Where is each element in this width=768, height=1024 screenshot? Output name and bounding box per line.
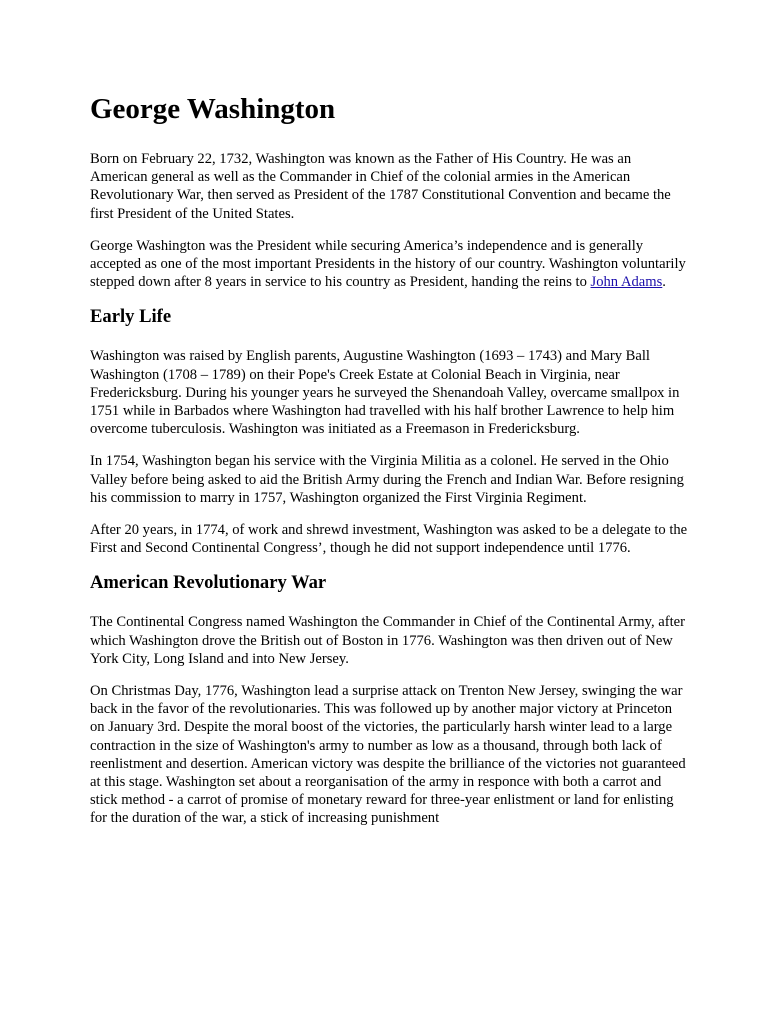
revolutionary-war-paragraph: The Continental Congress named Washington the Commander in Chief of the Continental Army, after which Washington drove the British out of Boston in 1776. Washington was then driven out of New York City, Long Island and into New Jersey. <box>90 614 686 667</box>
early-life-paragraph: After 20 years, in 1774, of work and shrewd investment, Washington was asked to be a delegate to the First and Second Continental Congress’, though he did not support independence until 1776. <box>90 522 688 557</box>
revolutionary-war-paragraph: On Christmas Day, 1776, Washington lead a surprise attack on Trenton New Jersey, swinging the war back in the favor of the revolutionaries. This was followed up by another major victory at Princeton on January 3rd. Despite the moral boost of the victories, the particularly harsh winter lead to a large contraction in the size of Washington's army to number as low as a thousand, through both lack of reenlistment and desertion. American victory was despite the brilliance of the victories not guaranteed at this stage. Washington set about a reorganisation of the army in responce with both a carrot and stick method - a carrot of promise of monetary reward for three-year enlistment or land for enlisting for the duration of the war, a stick of increasing punishment <box>90 683 686 827</box>
page-title: George Washington <box>90 93 336 125</box>
intro-text-end: . <box>662 274 666 291</box>
early-life-paragraph: Washington was raised by English parents, Augustine Washington (1693 – 1743) and Mary Ball Washington (1708 – 1789) on their Pope's Creek Estate at Colonial Beach in Virginia, near Fredericksburg. During his younger years he surveyed the Shenandoah Valley, overcame smallpox in 1751 while in Barbados where Washington had travelled with his half brother Lawrence to help him overcome tuberculosis. Washington was initiated as a Freemason in Fredericksburg. <box>90 348 680 438</box>
intro-text: George Washington was the President while securing America’s independence and is generally accepted as one of the most important Presidents in the history of our country. Washington voluntarily stepped down after 8 years in service to his country as President, handing the reins to <box>90 237 686 291</box>
section-heading-revolutionary-war: American Revolutionary War <box>90 572 327 594</box>
john-adams-link[interactable]: John Adams <box>590 274 663 291</box>
intro-paragraph: Born on February 22, 1732, Washington was known as the Father of His Country. He was an American general as well as the Commander in Chief of the colonial armies in the American Revolutionary War, then served as President of the 1787 Constitutional Convention and became the first President of the United States. <box>90 151 671 222</box>
intro-paragraph <box>90 237 690 292</box>
early-life-paragraph: In 1754, Washington began his service with the Virginia Militia as a colonel. He served in the Ohio Valley before being asked to aid the British Army during the French and Indian War. Before resigning his commission to marry in 1757, Washington organized the First Virginia Regiment. <box>90 453 684 506</box>
document-body <box>90 150 690 842</box>
section-heading-early-life: Early Life <box>90 306 172 328</box>
